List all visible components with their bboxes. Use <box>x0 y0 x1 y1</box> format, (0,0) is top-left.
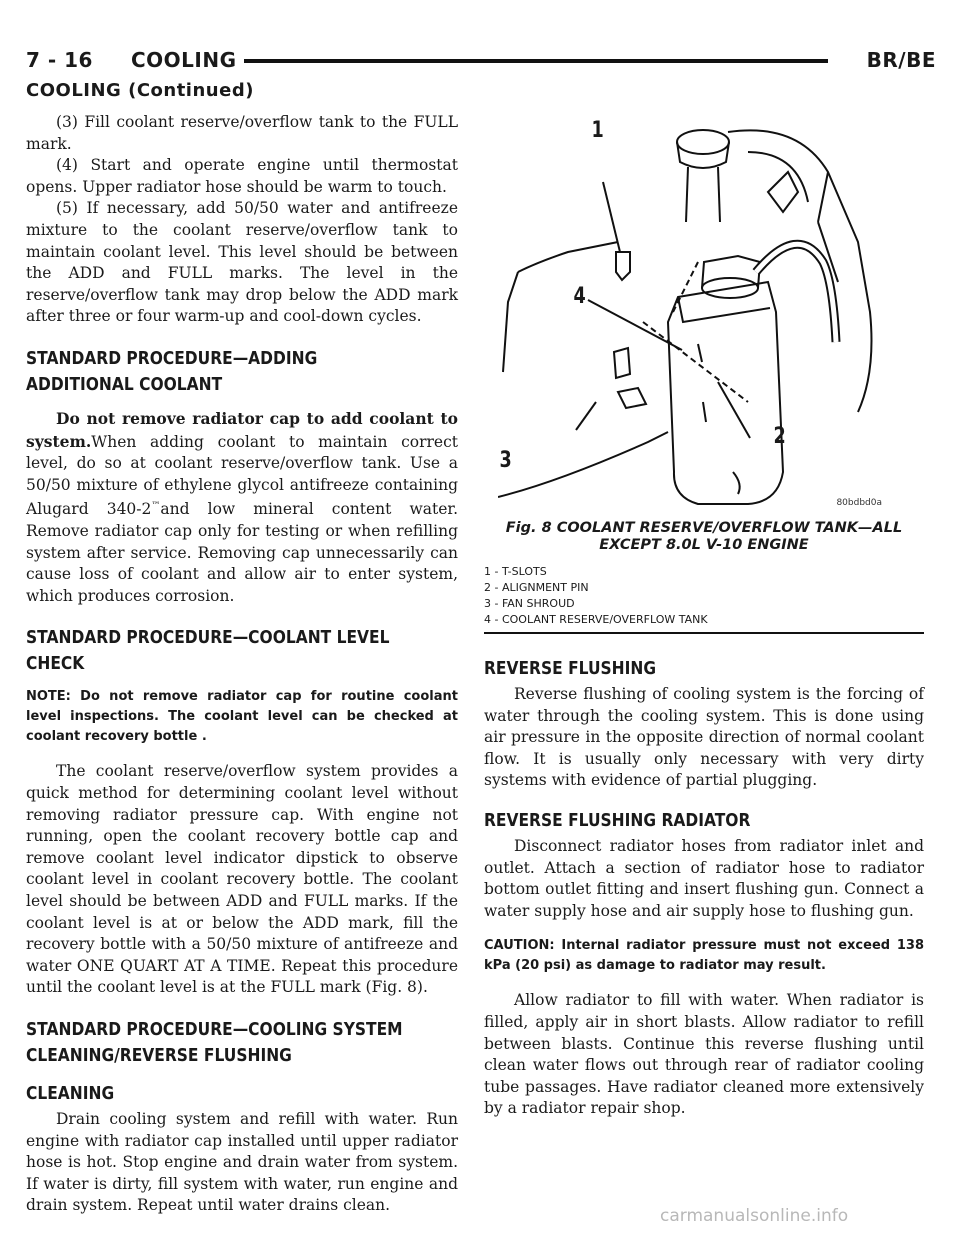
figure-8-illustration <box>498 112 898 514</box>
model-code: BR/BE <box>866 48 936 72</box>
callout-1: 1 <box>591 118 604 143</box>
right-column <box>484 112 924 1120</box>
heading-reverse-flushing: REVERSE FLUSHING <box>484 658 657 679</box>
callout-3: 3 <box>499 448 512 473</box>
legend-item: 1 - T-SLOTS <box>484 565 547 578</box>
trademark-symbol: ™ <box>151 501 161 512</box>
level-check-body: The coolant reserve/overflow system provides a quick method for determining coolant level without removing radiator pressure cap. With engine not running, open the coolant recovery bottle cap and remove coolant level indicator dipstick to observe coolant level in coolant recovery bottle. The coolant level should be between ADD and FULL marks. If the coolant level is at or below the ADD mark, fill the recovery bottle with a 50/50 mixture of antifreeze and water ONE QUART AT A TIME. Repeat this procedure until the coolant level is at the FULL mark (Fig. 8). <box>26 762 458 997</box>
caution-note: CAUTION: Internal radiator pressure must not exceed 138 kPa (20 psi) as damage to radiator may result. <box>484 938 924 974</box>
figure-caption: Fig. 8 COOLANT RESERVE/OVERFLOW TANK—ALL EXCEPT 8.0L V-10 ENGINE <box>505 520 903 553</box>
adding-bold-lead: Do not remove radiator cap to add coolant to system. <box>26 408 458 451</box>
page-number: 7 - 16 <box>26 48 93 72</box>
figure-legend <box>484 564 924 634</box>
step-5: (5) If necessary, add 50/50 water and antifreeze mixture to the coolant reserve/overflow tank to maintain coolant level. This level should be between the ADD and FULL marks. The level in the reserve/overflow tank may drop below the ADD mark after three or four warm-up and cool-down cycles. <box>26 199 458 326</box>
reverse-flushing-radiator-body: Disconnect radiator hoses from radiator inlet and outlet. Attach a section of radiator hose to radiator bottom outlet fitting and insert flushing gun. Connect a water supply hose and air supply hose to flushing gun. <box>484 836 924 920</box>
header-rule <box>244 59 828 63</box>
heading-reverse-flushing-radiator: REVERSE FLUSHING RADIATOR <box>484 809 751 831</box>
callout-2: 2 <box>773 424 786 449</box>
legend-item: 4 - COOLANT RESERVE/OVERFLOW TANK <box>484 613 708 626</box>
reverse-flushing-radiator-body-2: Allow radiator to fill with water. When radiator is filled, apply air in short blasts. Allow radiator to refill between blasts. Continue this reverse flushing until clean water flows out through rear of radiator cooling tube passages. Have radiator cleaned more extensively by a radiator repair shop. <box>484 991 924 1118</box>
adding-text-2: and low mineral content water. Remove radiator cap only for testing or when refilling system after service. Removing cap unnecessarily can cause loss of coolant and allow air to enter system, which produces corrosion. <box>26 500 458 605</box>
callout-4: 4 <box>573 284 586 309</box>
heading-cleaning-flushing: STANDARD PROCEDURE—COOLING SYSTEM CLEANING/REVERSE FLUSHING <box>26 1018 403 1066</box>
left-column <box>26 112 458 1217</box>
adding-coolant-paragraph <box>26 408 458 608</box>
coolant-tank-drawing <box>498 112 898 514</box>
level-check-note: NOTE: Do not remove radiator cap for routine coolant level inspections. The coolant level can be checked at coolant recovery bottle . <box>26 689 458 745</box>
reverse-flushing-body: Reverse flushing of cooling system is the forcing of water through the cooling system. This is done using air pressure in the opposite direction of normal coolant flow. It is usually only necessary with very dirty systems with evidence of partial plugging. <box>484 685 924 790</box>
continued-heading: COOLING (Continued) <box>26 80 254 101</box>
heading-adding-coolant: STANDARD PROCEDURE—ADDING ADDITIONAL COOLANT <box>26 347 318 395</box>
legend-item: 3 - FAN SHROUD <box>484 597 575 610</box>
section-title: COOLING <box>131 48 237 72</box>
step-3: (3) Fill coolant reserve/overflow tank to the FULL mark. <box>26 113 458 153</box>
watermark: carmanualsonline.info <box>660 1206 849 1226</box>
heading-level-check: STANDARD PROCEDURE—COOLANT LEVEL CHECK <box>26 627 390 675</box>
cleaning-body: Drain cooling system and refill with water. Run engine with radiator cap installed until upper radiator hose is hot. Stop engine and drain water from system. If water is dirty, fill system with water, run engine and drain system. Repeat until water drains clean. <box>26 1109 458 1215</box>
legend-rule <box>484 632 924 634</box>
legend-item: 2 - ALIGNMENT PIN <box>484 581 589 594</box>
figure-code: 80bdbd0a <box>836 498 882 508</box>
heading-cleaning: CLEANING <box>26 1082 115 1104</box>
adding-text-1: When adding coolant to maintain correct level, do so at coolant reserve/overflow tank. Use a 50/50 mixture of ethylene glycol antifreeze containing Alugard 340-2 <box>26 432 458 519</box>
step-4: (4) Start and operate engine until thermostat opens. Upper radiator hose should be warm to touch. <box>26 156 458 196</box>
page-header <box>26 40 936 80</box>
